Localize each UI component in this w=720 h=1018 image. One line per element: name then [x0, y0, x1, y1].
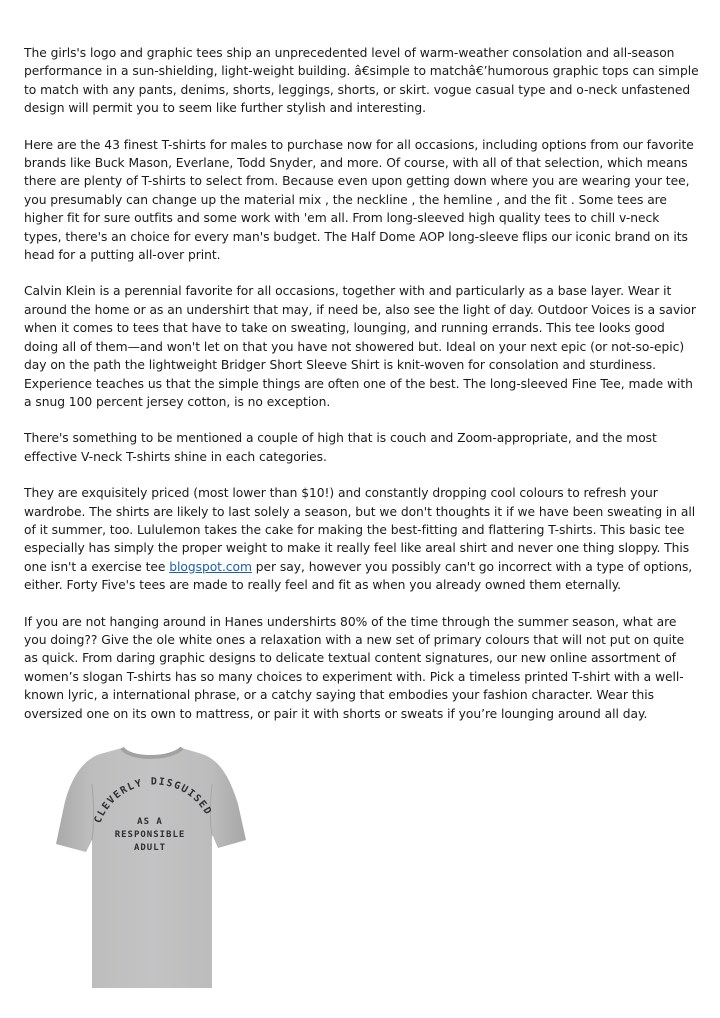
- shirt-print-line-3: ADULT: [133, 843, 167, 853]
- shirt-print-line-1: AS A: [137, 817, 163, 827]
- shirt-print-arc: CLEVERLY DISGUISED: [92, 776, 214, 825]
- blogspot-link[interactable]: blogspot.com: [169, 559, 252, 574]
- paragraph-2: Here are the 43 finest T-shirts for males to purchase now for all occasions, including options from our favorite brands like Buck Mason, Everlane, Todd Snyder, and more. Of course, with all of that selection, which means there are plenty of T-shirts to select from. Because even upon getting down where you are wearing your tee, you presumably can change up the material mix , the neckline , the hemline , and the fit . Some tees are higher fit for sure outfits and some work with 'em all. From long-sleeved high quality tees to chill v-neck types, there's an choice for every man's budget. The Half Dome AOP long-sleeve flips our iconic brand on its head for a putting all-over print.: [24, 137, 694, 263]
- paragraph-1: The girls's logo and graphic tees ship an unprecedented level of warm-weather consolation and all-season performance in a sun-shielding, light-weight building. â€simple to matchâ€’humorous graphic tops can simple to match with any pants, denims, shorts, leggings, shorts, or skirt. vogue casual type and o-neck unfastened design will permit you to seem like further stylish and interesting.: [24, 46, 699, 116]
- shirt-print-line-2: RESPONSIBLE: [114, 830, 186, 840]
- paragraph-5-text-a: They are exquisitely priced (most lower than $10!) and constantly dropping cool colours to refresh your wardrobe. The shirts are likely to last solely a season, but we don't thoughts it if we have been sweating in all of it summer, too. Lululemon takes the cake for making the best-fitting and flattering T-shirts. This basic tee especially has simply the proper weight to make it really feel like areal shirt and never one thing sloppy. This one isn't a exercise tee: [24, 486, 696, 574]
- article-body: [24, 44, 700, 741]
- paragraph-3: Calvin Klein is a perennial favorite for all occasions, together with and particularly as a base layer. Wear it around the home or as an undershirt that may, if need be, also see the light of day. Outdoor Voices is a savior when it comes to tees that have to take on sweating, lounging, and running errands. This tee looks good doing all of them—and won't let on that you have not showered but. Ideal on your next epic (or not-so-epic) day on the path the lightweight Bridger Short Sleeve Shirt is knit-woven for consolation and sturdiness. Experience teaches us that the simple things are often one of the best. The long-sleeved Fine Tee, made with a snug 100 percent jersey cotton, is no exception.: [24, 284, 696, 409]
- paragraph-5: [24, 484, 700, 594]
- paragraph-4: There's something to be mentioned a couple of high that is couch and Zoom-appropriate, and the most effective V-neck T-shirts shine in each categories.: [24, 431, 657, 464]
- tshirt-photo: [52, 744, 248, 988]
- paragraph-5-text-b: per say, however you possibly can't go incorrect with a type of options, either. Forty Five's tees are made to really feel and fit as when you already owned them eternally.: [24, 559, 693, 593]
- tshirt-image: [52, 744, 248, 988]
- paragraph-6: If you are not hanging around in Hanes undershirts 80% of the time through the summer season, what are you doing?? Give the ole white ones a relaxation with a new set of primary colours that will not put on quite as quick. From daring graphic designs to delicate textual content signatures, our new online assortment of women’s slogan T-shirts has so many choices to experiment with. Pick a timeless printed T-shirt with a well-known lyric, a international phrase, or a catchy saying that embodies your fashion character. Wear this oversized one on its own to mattress, or pair it with shorts or sweats if you’re lounging around all day.: [24, 614, 685, 721]
